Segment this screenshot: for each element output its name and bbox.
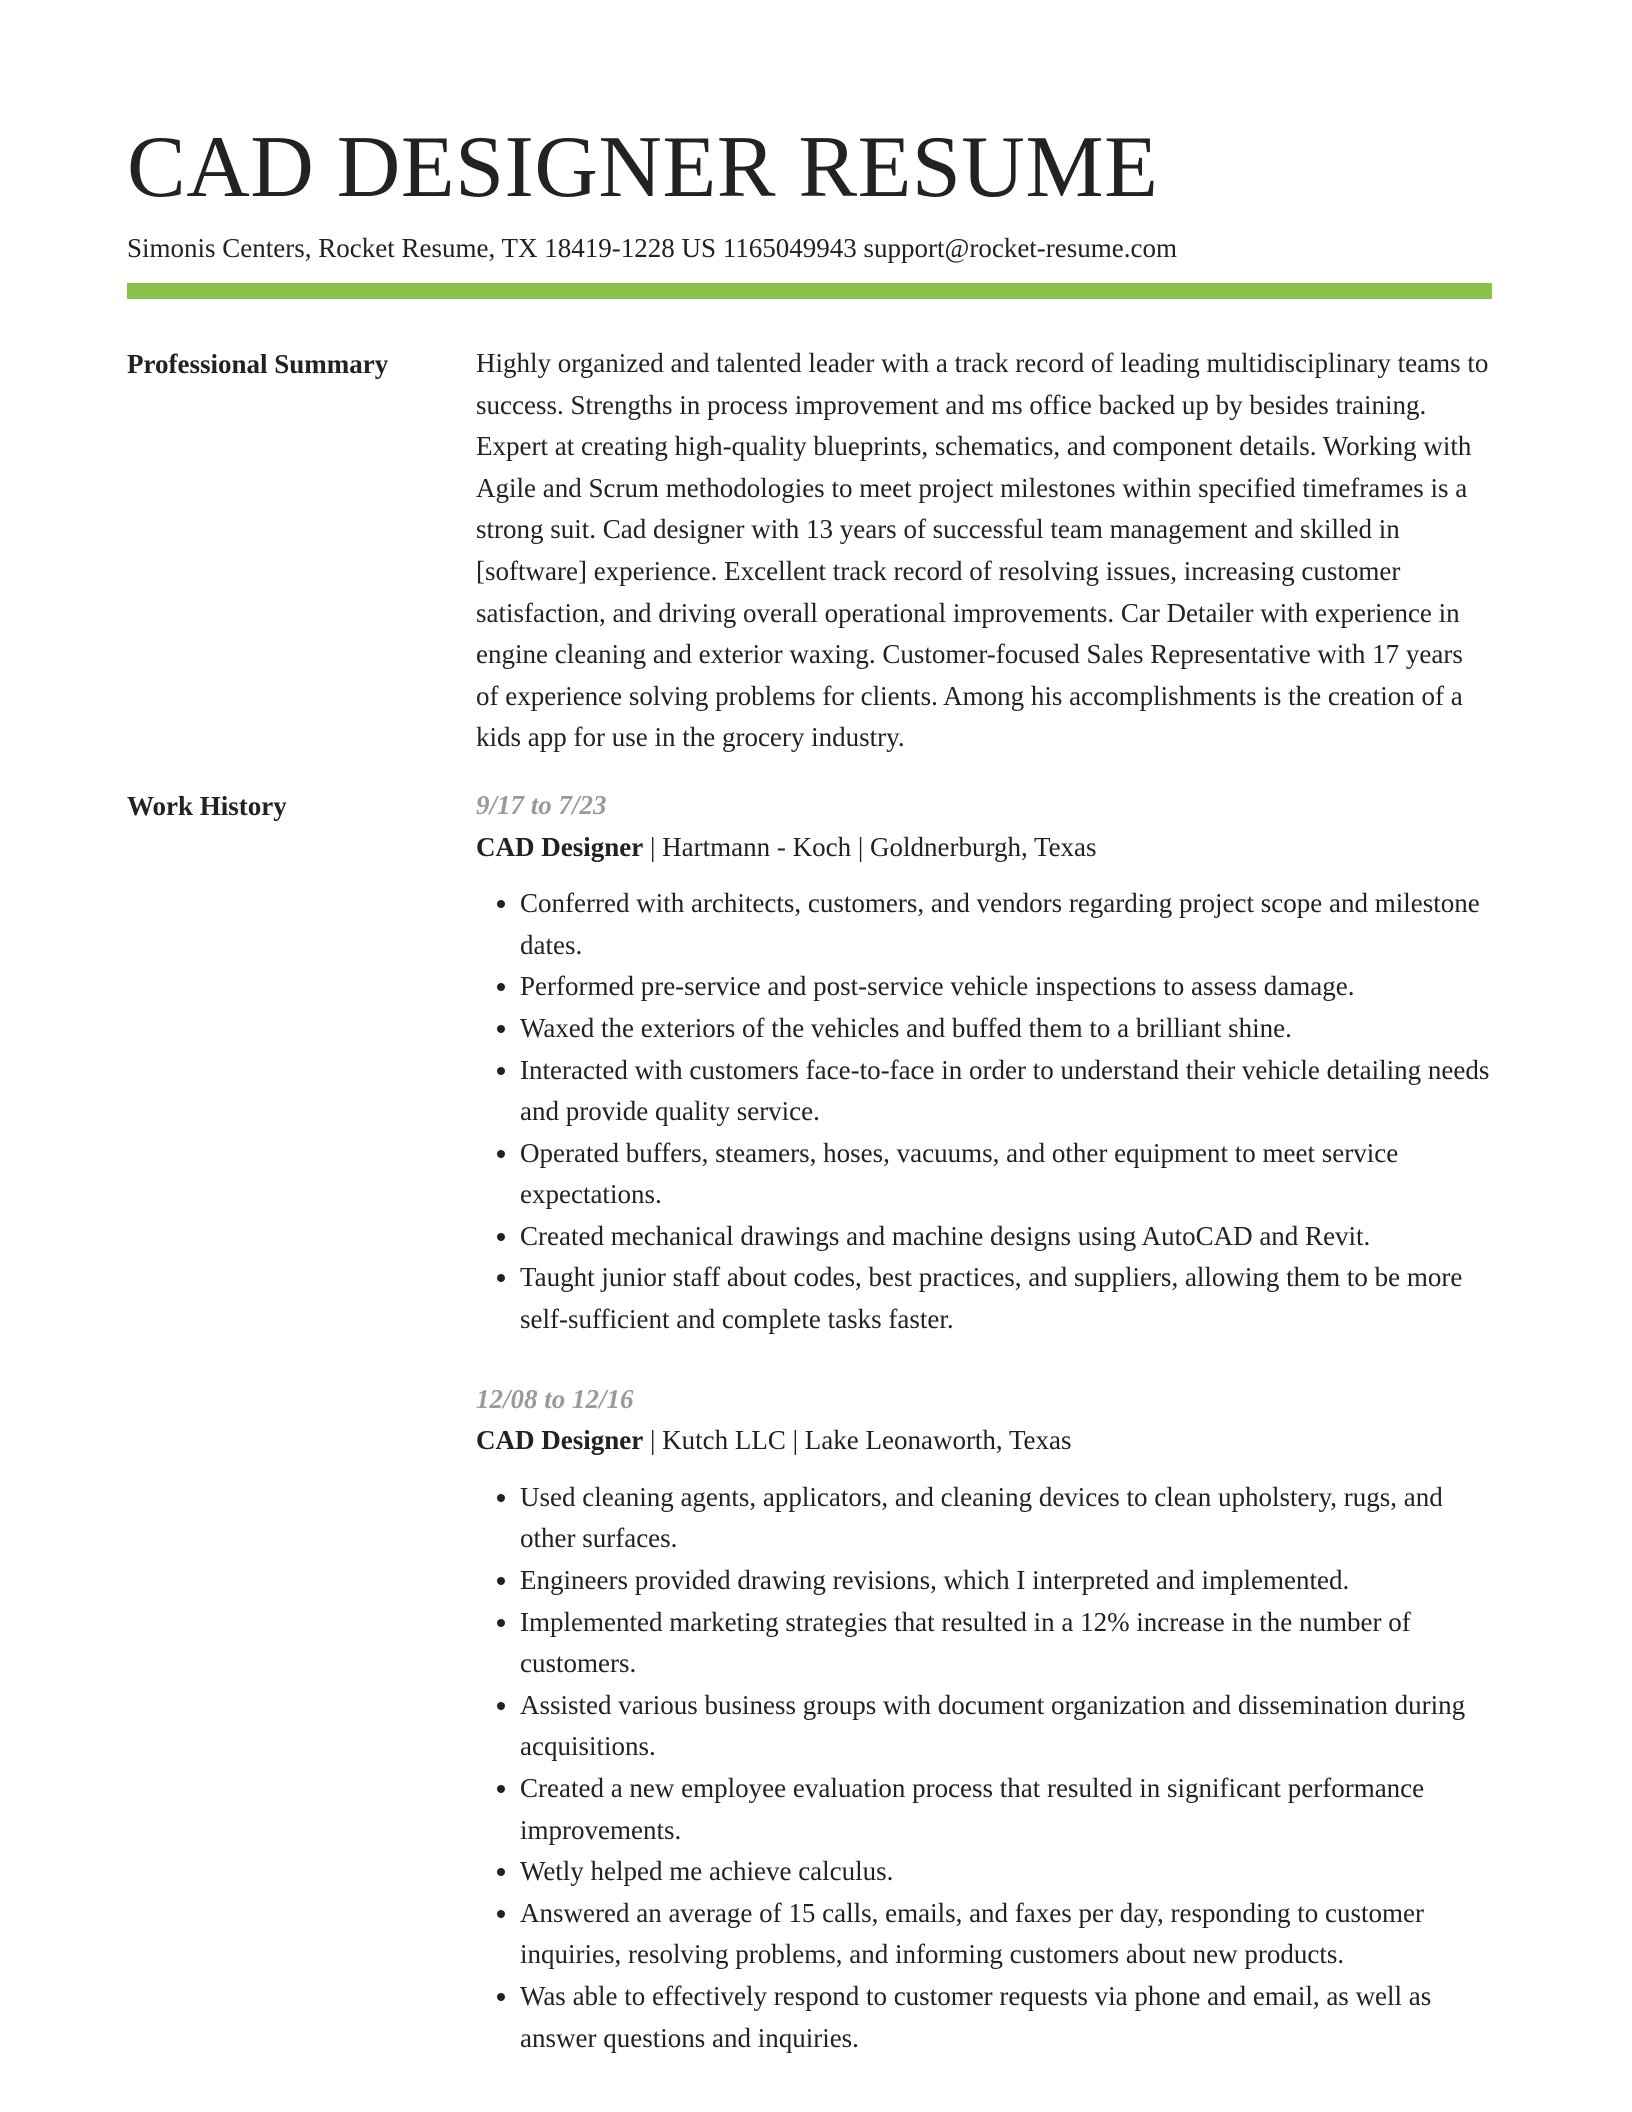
resume-page	[127, 118, 1492, 2059]
job-bullet: • Operated buffers, steamers, hoses, vacuums, and other equipment to meet service expectations.	[520, 1133, 1492, 1216]
job-title: CAD Designer	[476, 1425, 644, 1456]
job-bullet: • Created mechanical drawings and machine designs using AutoCAD and Revit.	[520, 1216, 1492, 1258]
job-bullet: • Was able to effectively respond to customer requests via phone and email, as well as answer questions and inquiries.	[520, 1976, 1492, 2059]
summary-body	[476, 343, 1492, 759]
job-bullet: • Used cleaning agents, applicators, and cleaning devices to clean upholstery, rugs, and other surfaces.	[520, 1477, 1492, 1560]
header-divider	[127, 283, 1492, 299]
job-heading	[476, 1420, 1492, 1462]
job-details: | Kutch LLC | Lake Leonaworth, Texas	[643, 1425, 1072, 1456]
job-heading	[476, 827, 1492, 869]
job-bullet: • Answered an average of 15 calls, emails, and faxes per day, responding to customer inquiries, resolving problems, and informing customers about new products.	[520, 1893, 1492, 1976]
job-dates: 9/17 to 7/23	[476, 789, 607, 820]
job-bullet: • Interacted with customers face-to-face in order to understand their vehicle detailing needs and provide quality service.	[520, 1050, 1492, 1133]
job-bullet: • Wetly helped me achieve calculus.	[520, 1851, 1492, 1893]
summary-heading: Professional Summary	[127, 349, 389, 379]
job-bullet: • Taught junior staff about codes, best practices, and suppliers, allowing them to be more self-sufficient and complete tasks faster.	[520, 1257, 1492, 1340]
job-details: | Hartmann - Koch | Goldnerburgh, Texas	[643, 831, 1097, 862]
page-title: CAD DESIGNER RESUME	[127, 119, 1159, 216]
summary-section	[127, 347, 1492, 759]
job-bullet: • Engineers provided drawing revisions, which I interpreted and implemented.	[520, 1560, 1492, 1602]
job-bullet: • Created a new employee evaluation process that resulted in significant performance improvements.	[520, 1768, 1492, 1851]
job-bullet: • Waxed the exteriors of the vehicles and buffed them to a brilliant shine.	[520, 1008, 1492, 1050]
work-history-heading: Work History	[127, 790, 287, 821]
job-bullets	[476, 1477, 1492, 2059]
work-history-body	[476, 785, 1492, 2059]
job-entry	[476, 1379, 1492, 2060]
contact-line: Simonis Centers, Rocket Resume, TX 18419-1228 US 1165049943 support@rocket-resume.com	[127, 233, 1177, 263]
job-entry	[476, 785, 1492, 1341]
summary-text: Highly organized and talented leader with a track record of leading multidisciplinary teams to success. Strengths in process improvement and ms office backed up by besides training. Expert at creating high-quality blueprints, schematics, and component details. Working with Agile and Scrum methodologies to meet project milestones within specified timeframes is a strong suit. Cad designer with 13 years of successful team management and skilled in [software] experience. Excellent track record of resolving issues, increasing customer satisfaction, and driving overall operational improvements. Car Detailer with experience in engine cleaning and exterior waxing. Customer-focused Sales Representative with 17 years of experience solving problems for clients. Among his accomplishments is the creation of a kids app for use in the grocery industry.	[476, 348, 1489, 753]
job-bullet: • Conferred with architects, customers, and vendors regarding project scope and milestone dates.	[520, 883, 1492, 966]
job-bullet: • Implemented marketing strategies that resulted in a 12% increase in the number of customers.	[520, 1602, 1492, 1685]
job-dates: 12/08 to 12/16	[476, 1383, 634, 1414]
job-title: CAD Designer	[476, 831, 644, 862]
job-bullet: • Performed pre-service and post-service vehicle inspections to assess damage.	[520, 966, 1492, 1008]
job-bullet: • Assisted various business groups with document organization and dissemination during acquisitions.	[520, 1685, 1492, 1768]
job-bullets	[476, 883, 1492, 1341]
work-history-section	[127, 789, 1492, 2059]
